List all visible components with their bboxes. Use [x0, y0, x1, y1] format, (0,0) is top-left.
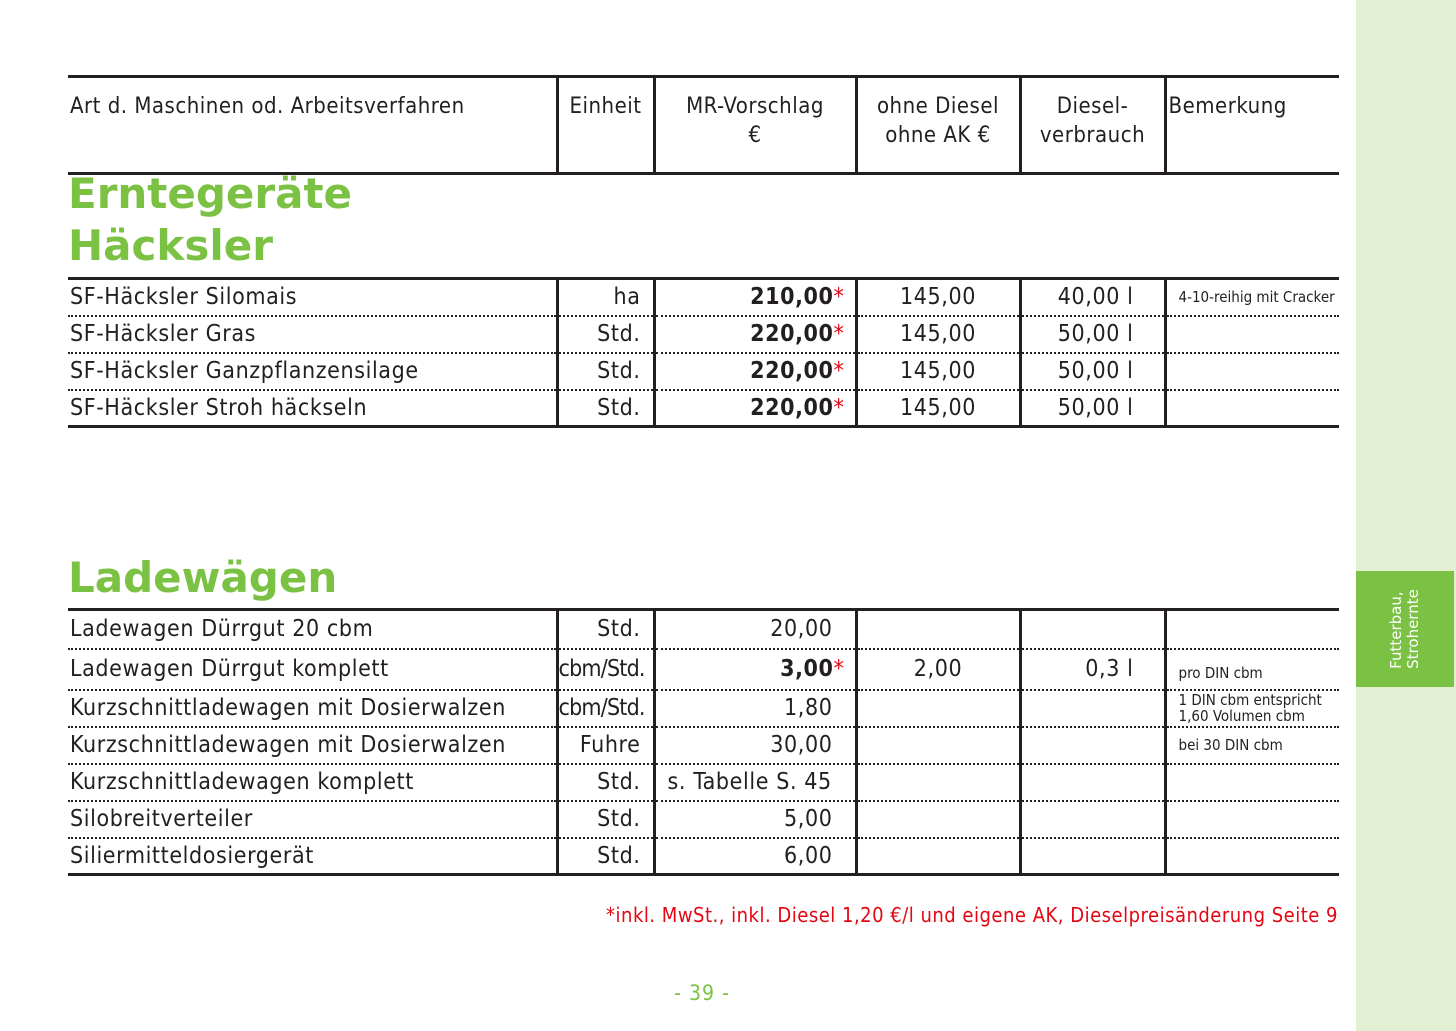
mr-price: 20,00	[654, 610, 856, 649]
price-without-diesel	[856, 764, 1020, 801]
unit: Std.	[557, 390, 654, 427]
diesel-consumption	[1020, 764, 1165, 801]
price-without-diesel: 145,00	[856, 353, 1020, 390]
table-row	[68, 801, 1339, 838]
diesel-consumption: 50,00 l	[1020, 390, 1165, 427]
chapter-tab[interactable]	[1356, 571, 1454, 687]
section-title-loader-wagons: Ladewägen	[68, 553, 338, 602]
remark: bei 30 DIN cbm	[1165, 727, 1339, 764]
unit: Fuhre	[557, 727, 654, 764]
header-diesel-consumption: Diesel- verbrauch	[1020, 77, 1165, 174]
price-without-diesel	[856, 727, 1020, 764]
remark	[1165, 610, 1339, 649]
page-number: - 39 -	[674, 981, 730, 1005]
header-unit: Einheit	[557, 77, 654, 174]
price-without-diesel: 145,00	[856, 279, 1020, 316]
remark: pro DIN cbm	[1165, 649, 1339, 690]
column-header	[68, 75, 1339, 175]
table-row	[68, 764, 1339, 801]
remark	[1165, 353, 1339, 390]
remark	[1165, 390, 1339, 427]
header-remark: Bemerkung	[1168, 94, 1287, 119]
diesel-consumption: 50,00 l	[1020, 353, 1165, 390]
mr-price: 30,00	[654, 727, 856, 764]
machine-name: Siliermitteldosiergerät	[68, 838, 557, 875]
mr-price: 220,00*	[654, 316, 856, 353]
table-row	[68, 690, 1339, 727]
table-row	[68, 316, 1339, 353]
diesel-consumption: 40,00 l	[1020, 279, 1165, 316]
diesel-consumption	[1020, 838, 1165, 875]
mr-price: 220,00*	[654, 390, 856, 427]
price-without-diesel	[856, 801, 1020, 838]
machine-name: SF-Häcksler Gras	[68, 316, 557, 353]
price-without-diesel: 145,00	[856, 390, 1020, 427]
machine-name: Ladewagen Dürrgut komplett	[68, 649, 557, 690]
table-row	[68, 279, 1339, 316]
price-without-diesel	[856, 838, 1020, 875]
mr-price: 1,80	[654, 690, 856, 727]
table-haecksler	[68, 277, 1339, 428]
price-without-diesel	[856, 690, 1020, 727]
table-row	[68, 649, 1339, 690]
machine-name: Ladewagen Dürrgut 20 cbm	[68, 610, 557, 649]
unit: Std.	[557, 801, 654, 838]
diesel-consumption	[1020, 801, 1165, 838]
remark	[1165, 764, 1339, 801]
footnote: *inkl. MwSt., inkl. Diesel 1,20 €/l und eigene AK, Dieselpreisänderung Seite 9	[606, 903, 1338, 927]
unit: cbm/Std.	[557, 690, 654, 727]
table-row	[68, 390, 1339, 427]
remark	[1165, 316, 1339, 353]
table-row	[68, 727, 1339, 764]
price-without-diesel: 2,00	[856, 649, 1020, 690]
price-without-diesel: 145,00	[856, 316, 1020, 353]
section-title-harvest: Erntegeräte Häcksler	[68, 169, 353, 270]
remark: 1 DIN cbm entspricht 1,60 Volumen cbm	[1165, 690, 1339, 727]
mr-price: 210,00*	[654, 279, 856, 316]
diesel-consumption: 0,3 l	[1020, 649, 1165, 690]
chapter-tab-label: Futterbau, Strohernte	[1387, 589, 1422, 669]
unit: Std.	[557, 610, 654, 649]
header-mr-proposal: MR-Vorschlag €	[654, 77, 856, 174]
mr-price: 3,00*	[654, 649, 856, 690]
remark	[1165, 801, 1339, 838]
unit: cbm/Std.	[557, 649, 654, 690]
unit: Std.	[557, 838, 654, 875]
machine-name: SF-Häcksler Silomais	[68, 279, 557, 316]
diesel-consumption	[1020, 610, 1165, 649]
machine-name: SF-Häcksler Ganzpflanzensilage	[68, 353, 557, 390]
price-without-diesel	[856, 610, 1020, 649]
header-name: Art d. Maschinen od. Arbeitsverfahren	[68, 77, 557, 174]
mr-price: 220,00*	[654, 353, 856, 390]
table-row	[68, 353, 1339, 390]
machine-name: Silobreitverteiler	[68, 801, 557, 838]
unit: Std.	[557, 316, 654, 353]
diesel-consumption: 50,00 l	[1020, 316, 1165, 353]
side-margin	[1356, 0, 1456, 1031]
unit: ha	[557, 279, 654, 316]
diesel-consumption	[1020, 727, 1165, 764]
table-row	[68, 838, 1339, 875]
unit: Std.	[557, 764, 654, 801]
diesel-consumption	[1020, 690, 1165, 727]
machine-name: Kurzschnittladewagen mit Dosierwalzen	[68, 727, 557, 764]
header-without-diesel: ohne Diesel ohne AK €	[856, 77, 1020, 174]
table-ladewaegen	[68, 608, 1339, 876]
machine-name: SF-Häcksler Stroh häckseln	[68, 390, 557, 427]
mr-price: 5,00	[654, 801, 856, 838]
remark	[1165, 838, 1339, 875]
table-row	[68, 610, 1339, 649]
machine-name: Kurzschnittladewagen komplett	[68, 764, 557, 801]
remark: 4-10-reihig mit Cracker	[1178, 288, 1335, 307]
unit: Std.	[557, 353, 654, 390]
mr-price: 6,00	[654, 838, 856, 875]
machine-name: Kurzschnittladewagen mit Dosierwalzen	[68, 690, 557, 727]
mr-price: s. Tabelle S. 45	[654, 764, 856, 801]
